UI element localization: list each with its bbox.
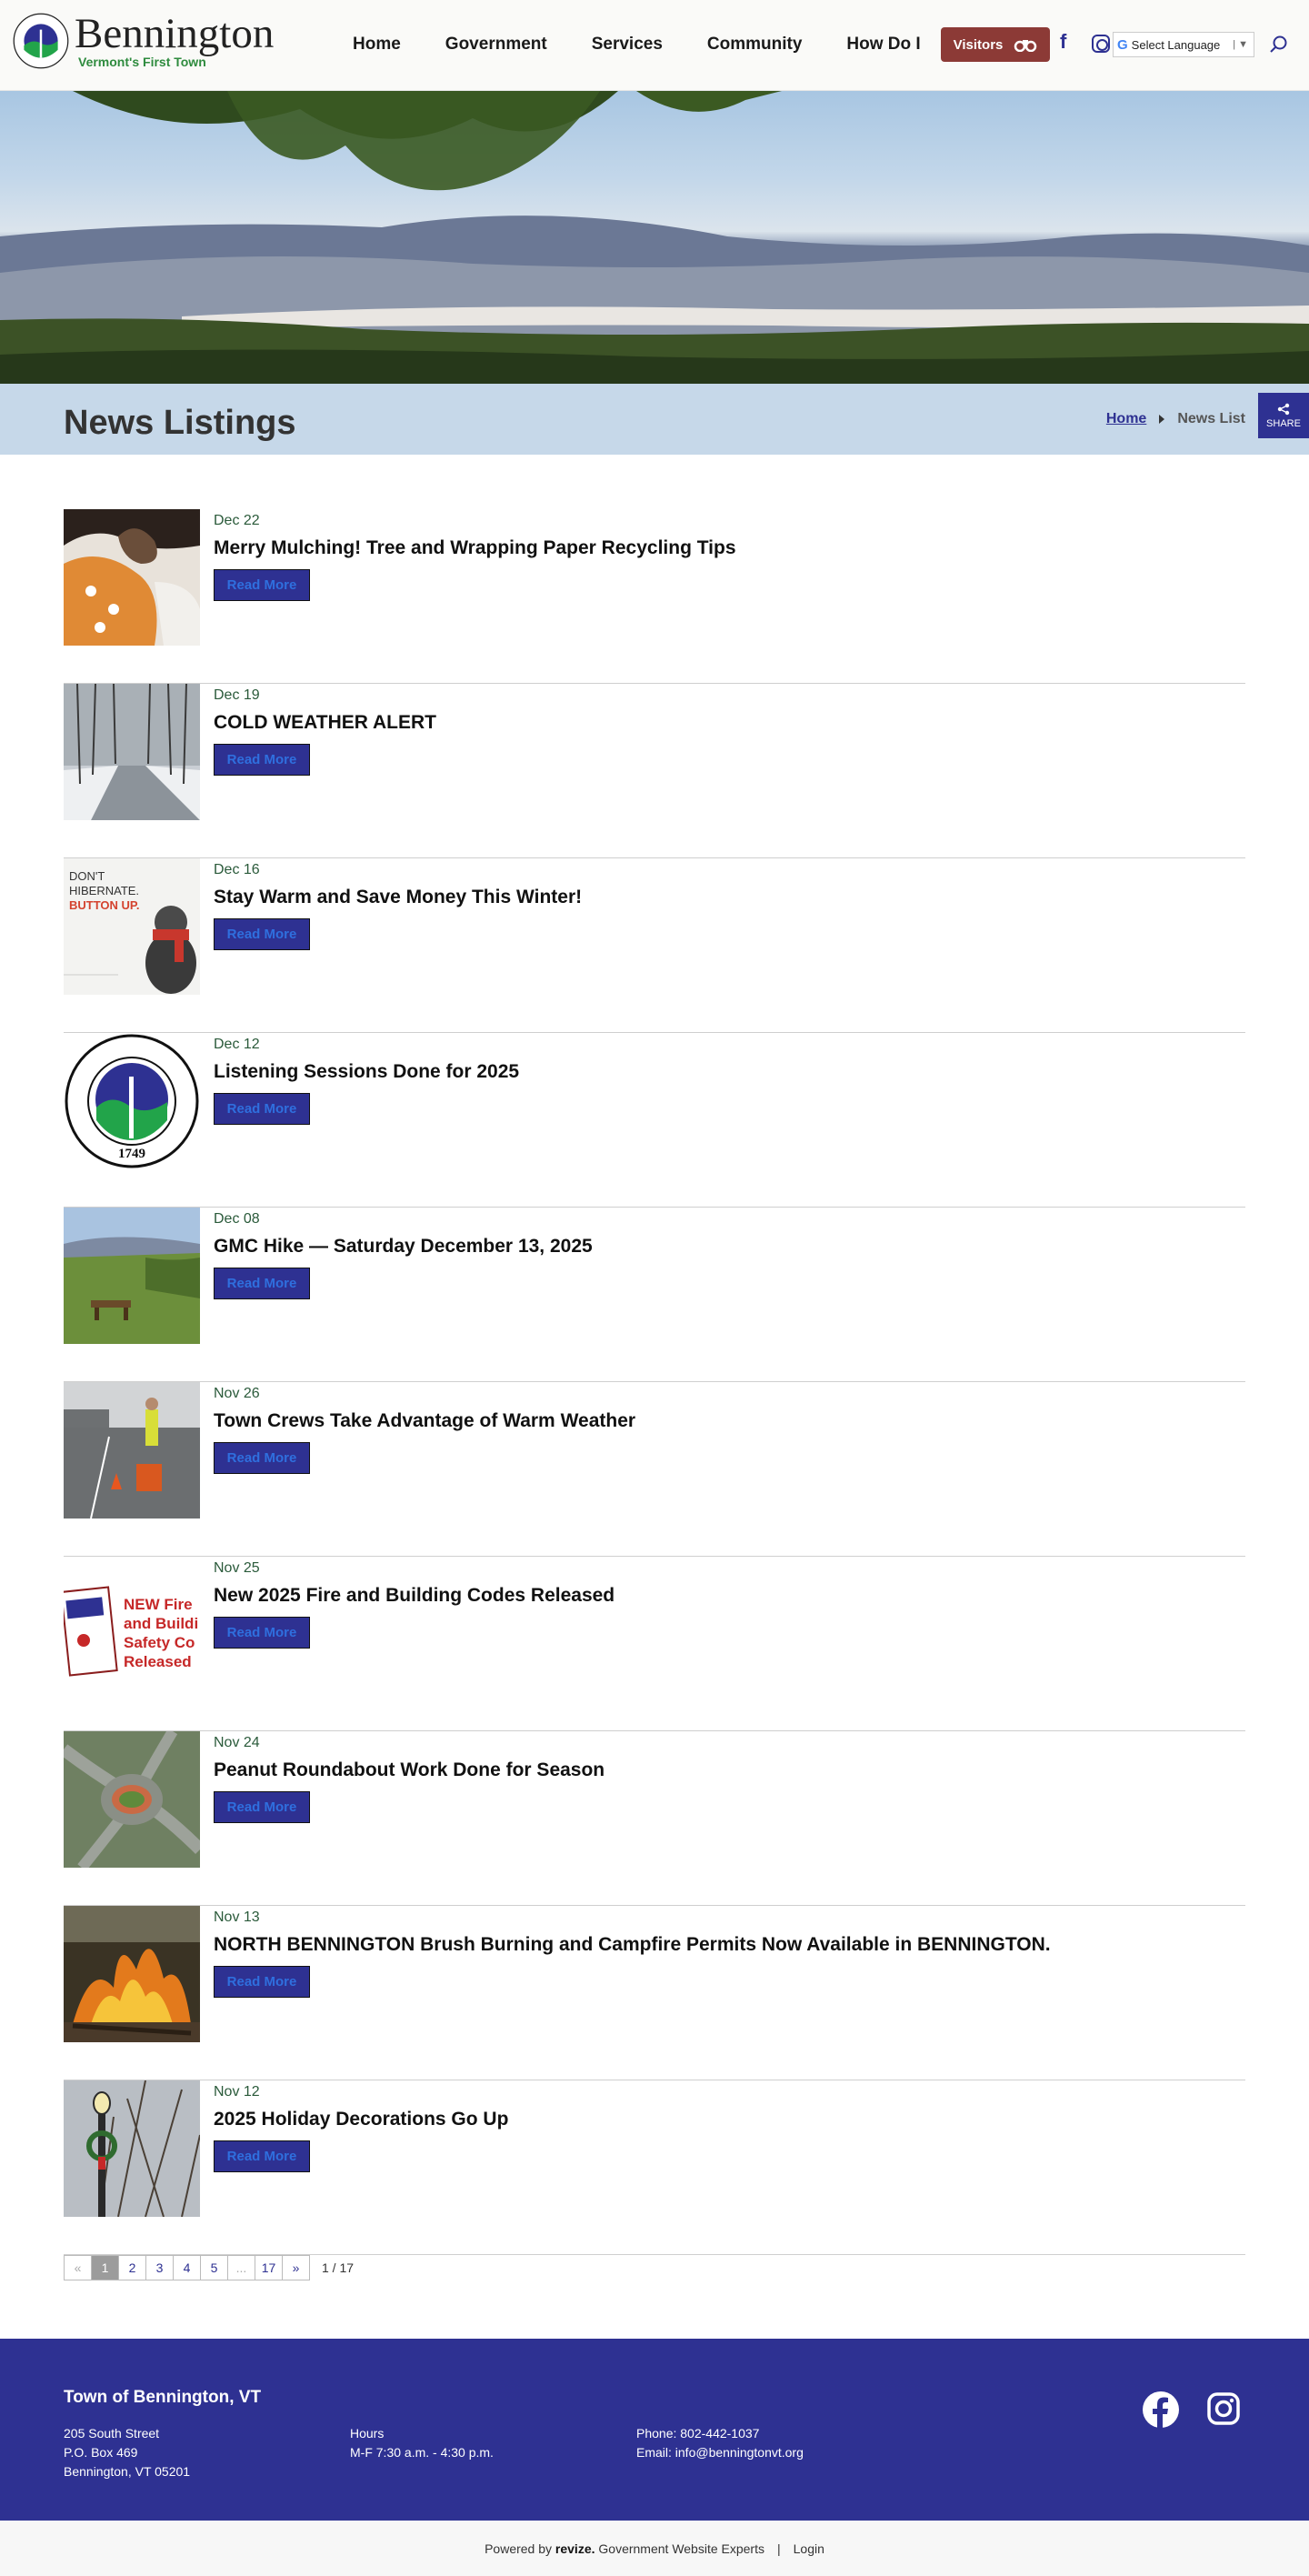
seal-year: 1749 <box>118 1147 145 1161</box>
snowy-road-image <box>64 684 200 820</box>
news-item <box>64 1382 1245 1557</box>
visitors-button[interactable] <box>941 27 1050 62</box>
news-date: Dec 22 <box>214 513 260 528</box>
news-title[interactable]: NORTH BENNINGTON Brush Burning and Campfire Permits Now Available in BENNINGTON. <box>214 1934 1051 1955</box>
pagination-ellipsis: ... <box>227 2255 255 2280</box>
breadcrumb <box>1106 411 1245 427</box>
thumb-line-2: and Buildi <box>124 1615 199 1632</box>
read-more-button[interactable]: Read More <box>214 918 310 950</box>
share-icon <box>1277 403 1290 416</box>
news-item <box>64 1906 1245 2080</box>
hero-banner <box>0 91 1309 384</box>
powered-prefix: Powered by <box>485 2541 553 2556</box>
instagram-icon[interactable] <box>1206 2391 1241 2426</box>
news-thumbnail[interactable] <box>64 509 200 646</box>
news-title[interactable]: Listening Sessions Done for 2025 <box>214 1061 520 1082</box>
google-icon: G <box>1117 36 1128 53</box>
nav-home[interactable]: Home <box>353 35 401 54</box>
news-title[interactable]: 2025 Holiday Decorations Go Up <box>214 2109 509 2130</box>
news-date: Nov 13 <box>214 1909 260 1925</box>
nav-government[interactable]: Government <box>445 35 547 54</box>
thumb-line-3: BUTTON UP. <box>69 898 140 912</box>
thumb-line-1: DON'T <box>69 869 105 883</box>
thumb-line-2: HIBERNATE. <box>69 884 140 897</box>
page-title: News Listings <box>64 404 296 442</box>
thumb-line-3: Safety Co <box>124 1634 195 1651</box>
thumb-line-1: NEW Fire <box>124 1596 193 1613</box>
share-button[interactable] <box>1258 393 1309 438</box>
hours-value: M-F 7:30 a.m. - 4:30 p.m. <box>350 2445 494 2460</box>
footer-hours <box>350 2424 494 2462</box>
powered-by-bar <box>0 2521 1309 2576</box>
footer-address <box>64 2424 190 2481</box>
facebook-icon[interactable]: f <box>1060 30 1067 53</box>
news-thumbnail[interactable] <box>64 1033 200 1169</box>
news-item <box>64 684 1245 858</box>
footer-contact <box>636 2424 804 2462</box>
news-title[interactable]: Peanut Roundabout Work Done for Season <box>214 1759 605 1780</box>
address-line: P.O. Box 469 <box>64 2445 138 2460</box>
roundabout-aerial-image <box>64 1731 200 1868</box>
news-thumbnail[interactable] <box>64 1906 200 2042</box>
read-more-button[interactable]: Read More <box>214 1966 310 1998</box>
news-list <box>64 509 1245 2255</box>
news-date: Dec 19 <box>214 687 260 703</box>
read-more-button[interactable]: Read More <box>214 1268 310 1299</box>
news-thumbnail[interactable] <box>64 858 200 995</box>
news-thumbnail[interactable] <box>64 1382 200 1519</box>
news-title[interactable]: Merry Mulching! Tree and Wrapping Paper Recycling Tips <box>214 537 736 558</box>
email-text[interactable]: Email: info@benningtonvt.org <box>636 2445 804 2460</box>
read-more-button[interactable]: Read More <box>214 1617 310 1649</box>
hero-landscape-image <box>0 91 1309 384</box>
page-title-bar <box>0 384 1309 455</box>
news-date: Nov 12 <box>214 2084 260 2100</box>
news-item <box>64 2080 1245 2255</box>
footer-title: Town of Bennington, VT <box>64 2388 262 2407</box>
town-seal-image <box>64 1033 200 1169</box>
news-title[interactable]: New 2025 Fire and Building Codes Released <box>214 1585 615 1606</box>
news-date: Nov 24 <box>214 1735 260 1750</box>
share-label: SHARE <box>1266 417 1301 429</box>
read-more-button[interactable]: Read More <box>214 744 310 776</box>
dropdown-arrow-icon: | ▼ <box>1233 39 1248 50</box>
read-more-button[interactable]: Read More <box>214 1093 310 1125</box>
pagination <box>64 2255 354 2280</box>
instagram-icon[interactable] <box>1092 35 1110 53</box>
divider: | <box>777 2541 781 2556</box>
read-more-button[interactable]: Read More <box>214 1442 310 1474</box>
breadcrumb-home-link[interactable]: Home <box>1105 411 1147 426</box>
revize-logo[interactable]: revize. <box>555 2541 595 2556</box>
site-header <box>0 0 1309 91</box>
fire-codes-graphic-image <box>64 1557 200 1693</box>
news-date: Dec 16 <box>214 862 260 877</box>
news-thumbnail[interactable] <box>64 1731 200 1868</box>
breadcrumb-separator-icon <box>1159 415 1164 424</box>
news-thumbnail[interactable] <box>64 684 200 820</box>
nav-how-do-i[interactable]: How Do I <box>846 35 921 54</box>
binoculars-icon <box>1014 37 1037 52</box>
news-title[interactable]: Stay Warm and Save Money This Winter! <box>214 887 583 907</box>
logo-name: Bennington <box>75 10 275 57</box>
pagination-page[interactable]: 4 <box>173 2255 201 2280</box>
visitors-label: Visitors <box>953 36 1004 53</box>
news-item <box>64 1557 1245 1731</box>
powered-suffix[interactable]: Government Website Experts <box>598 2541 764 2556</box>
hours-label: Hours <box>350 2426 385 2441</box>
pagination-page[interactable]: 1 <box>91 2255 119 2280</box>
address-line: Bennington, VT 05201 <box>64 2464 191 2479</box>
holiday-lamp-post-image <box>64 2080 200 2217</box>
pagination-page[interactable]: 5 <box>200 2255 228 2280</box>
main-nav <box>353 35 965 55</box>
nav-community[interactable]: Community <box>706 35 803 54</box>
facebook-icon[interactable] <box>1143 2391 1179 2428</box>
news-date: Nov 26 <box>214 1386 260 1401</box>
news-date: Dec 12 <box>214 1037 260 1052</box>
brush-fire-image <box>64 1906 200 2042</box>
thumb-line-4: Released <box>124 1653 192 1670</box>
bench-overlook-image <box>64 1208 200 1344</box>
news-item <box>64 858 1245 1033</box>
news-item <box>64 1033 1245 1208</box>
breadcrumb-current: News List <box>1177 411 1245 426</box>
news-date: Dec 08 <box>214 1211 260 1227</box>
news-title[interactable]: COLD WEATHER ALERT <box>214 712 436 733</box>
pagination-next[interactable]: » <box>282 2255 310 2280</box>
site-footer <box>0 2339 1309 2521</box>
pagination-prev[interactable]: « <box>64 2255 92 2280</box>
read-more-button[interactable]: Read More <box>214 569 310 601</box>
read-more-button[interactable]: Read More <box>214 2140 310 2172</box>
news-item <box>64 1208 1245 1382</box>
news-title[interactable]: Town Crews Take Advantage of Warm Weather <box>214 1410 636 1431</box>
button-up-bear-image <box>64 858 200 995</box>
cat-on-blanket-image <box>64 509 200 646</box>
login-link[interactable]: Login <box>793 2541 824 2556</box>
nav-services[interactable]: Services <box>591 35 663 54</box>
pagination-page[interactable]: 17 <box>255 2255 283 2280</box>
news-date: Nov 25 <box>214 1560 260 1576</box>
pagination-info: 1 / 17 <box>322 2260 355 2275</box>
site-logo[interactable] <box>13 10 275 69</box>
language-select[interactable] <box>1113 32 1254 57</box>
pagination-page[interactable]: 3 <box>145 2255 174 2280</box>
language-select-label: Select Language <box>1131 37 1221 52</box>
news-title[interactable]: GMC Hike — Saturday December 13, 2025 <box>214 1236 593 1257</box>
news-thumbnail[interactable] <box>64 1208 200 1344</box>
news-thumbnail[interactable] <box>64 2080 200 2217</box>
address-line: 205 South Street <box>64 2426 160 2441</box>
search-icon[interactable] <box>1268 35 1288 55</box>
town-seal-icon <box>13 13 69 69</box>
phone-text[interactable]: Phone: 802-442-1037 <box>636 2426 760 2441</box>
news-thumbnail[interactable] <box>64 1557 200 1693</box>
pagination-page[interactable]: 2 <box>118 2255 146 2280</box>
logo-tagline: Vermont's First Town <box>78 55 206 69</box>
news-item <box>64 509 1245 684</box>
road-crew-image <box>64 1382 200 1519</box>
news-item <box>64 1731 1245 1906</box>
read-more-button[interactable]: Read More <box>214 1791 310 1823</box>
